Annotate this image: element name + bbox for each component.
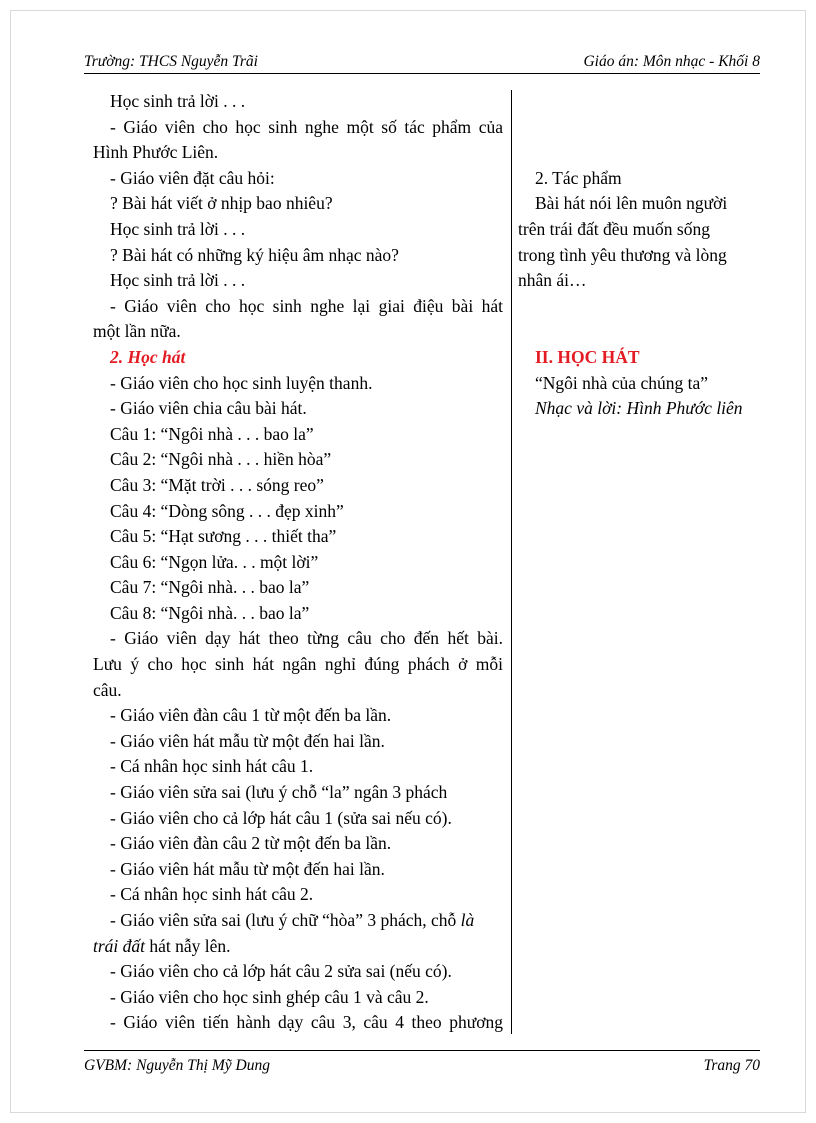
verse-line: Câu 5: “Hạt sương . . . thiết tha” bbox=[110, 526, 337, 547]
text-line: ? Bài hát có những ký hiệu âm nhạc nào? bbox=[110, 244, 399, 265]
text-run: hát nẫy lên. bbox=[145, 935, 231, 956]
text-line: - Giáo viên cho học sinh luyện thanh. bbox=[110, 372, 373, 393]
header-subject: Giáo án: Môn nhạc - Khối 8 bbox=[583, 53, 760, 70]
text-line: Bài hát nói lên muôn người bbox=[535, 193, 728, 214]
text-line: nhân ái… bbox=[518, 270, 587, 291]
text-line: - Giáo viên đặt câu hỏi: bbox=[110, 167, 275, 188]
section-heading-ii-hoc-hat: II. HỌC HÁT bbox=[535, 346, 640, 367]
song-title: “Ngôi nhà của chúng ta” bbox=[535, 372, 708, 393]
page-header bbox=[84, 51, 760, 74]
subheading-tac-pham: 2. Tác phẩm bbox=[535, 167, 622, 188]
text-line bbox=[93, 908, 503, 934]
right-column bbox=[518, 89, 768, 422]
text-line: - Cá nhân học sinh hát câu 1. bbox=[110, 756, 314, 777]
page-footer bbox=[84, 1050, 760, 1077]
text-line: - Giáo viên cho học sinh ghép câu 1 và câu 2. bbox=[110, 986, 429, 1007]
verse-line: Câu 6: “Ngọn lửa. . . một lời” bbox=[110, 551, 319, 572]
text-line: trong tình yêu thương và lòng bbox=[518, 244, 727, 265]
text-line: - Giáo viên dạy hát theo từng câu cho đến hết bài. bbox=[110, 628, 503, 649]
text-line: - Giáo viên cho học sinh nghe lại giai điệu bài hát bbox=[110, 295, 503, 316]
text-line: - Giáo viên chia câu bài hát. bbox=[110, 398, 307, 419]
song-credit: Nhạc và lời: Hình Phước liên bbox=[535, 398, 743, 419]
column-divider bbox=[511, 90, 512, 1034]
left-column bbox=[93, 89, 503, 1036]
verse-line: Câu 8: “Ngôi nhà. . . bao la” bbox=[110, 602, 310, 623]
verse-line: Câu 7: “Ngôi nhà. . . bao la” bbox=[110, 577, 310, 598]
text-line: - Giáo viên đàn câu 2 từ một đến ba lần. bbox=[110, 833, 392, 854]
text-line: - Giáo viên cho cả lớp hát câu 2 sửa sai (nếu có). bbox=[110, 961, 452, 982]
text-line: - Giáo viên cho cả lớp hát câu 1 (sửa sai nếu có). bbox=[110, 807, 452, 828]
footer-teacher: GVBM: Nguyễn Thị Mỹ Dung bbox=[84, 1057, 270, 1074]
italic-run: là bbox=[460, 910, 475, 930]
text-line: - Giáo viên hát mẫu từ một đến hai lần. bbox=[110, 730, 385, 751]
section-heading-hoc-hat: 2. Học hát bbox=[110, 346, 186, 367]
text-line: câu. bbox=[93, 679, 122, 700]
text-line: một lần nữa. bbox=[93, 321, 181, 342]
text-line: - Giáo viên tiến hành dạy câu 3, câu 4 theo phương bbox=[110, 1012, 503, 1033]
verse-line: Câu 3: “Mặt trời . . . sóng reo” bbox=[110, 474, 324, 495]
text-line: Học sinh trả lời . . . bbox=[110, 91, 246, 111]
verse-line: Câu 4: “Dòng sông . . . đẹp xinh” bbox=[110, 500, 344, 521]
verse-line: Câu 1: “Ngôi nhà . . . bao la” bbox=[110, 423, 314, 444]
text-line: ? Bài hát viết ở nhịp bao nhiêu? bbox=[110, 193, 333, 214]
text-run: - Giáo viên sửa sai (lưu ý chữ “hòa” 3 phách, chỗ bbox=[110, 910, 461, 930]
text-line: - Cá nhân học sinh hát câu 2. bbox=[110, 884, 314, 905]
text-line bbox=[93, 934, 503, 960]
text-line: - Giáo viên đàn câu 1 từ một đến ba lần. bbox=[110, 705, 392, 726]
text-line: - Giáo viên cho học sinh nghe một số tác phẩm của bbox=[110, 116, 503, 137]
text-line: - Giáo viên hát mẫu từ một đến hai lần. bbox=[110, 858, 385, 879]
text-line: Lưu ý cho học sinh hát ngân nghỉ đúng phách ở mỗi bbox=[93, 654, 503, 675]
text-line: Học sinh trả lời . . . bbox=[110, 218, 246, 239]
text-line: - Giáo viên sửa sai (lưu ý chỗ “la” ngân 3 phách bbox=[110, 782, 448, 803]
text-line: trên trái đất đều muốn sống bbox=[518, 218, 710, 239]
text-line: Hình Phước Liên. bbox=[93, 142, 219, 163]
footer-page-number: Trang 70 bbox=[703, 1057, 760, 1074]
header-school: Trường: THCS Nguyễn Trãi bbox=[84, 53, 258, 70]
text-line: Học sinh trả lời . . . bbox=[110, 270, 246, 291]
italic-run: trái đất bbox=[93, 935, 146, 956]
verse-line: Câu 2: “Ngôi nhà . . . hiền hòa” bbox=[110, 449, 332, 470]
